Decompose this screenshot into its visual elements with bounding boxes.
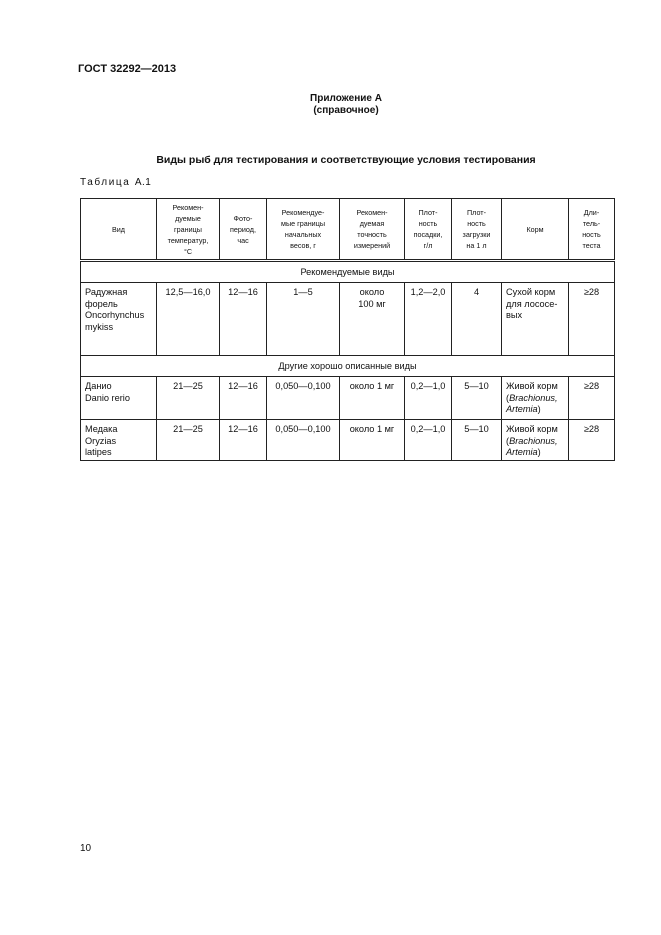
food-species-2: Artemia <box>506 404 538 414</box>
species-table <box>80 198 615 461</box>
appendix-title: Приложение А <box>310 93 382 104</box>
page-number: 10 <box>80 843 92 854</box>
cell-duration: ≥28 <box>569 283 615 356</box>
cell-initial-weight: 1—5 <box>267 283 340 356</box>
cell-photoperiod: 12—16 <box>220 283 267 356</box>
food-close-paren: ) <box>537 404 541 414</box>
column-header-stocking-density: Плот- ность посадки, г/л <box>405 199 452 261</box>
food-species-1: Brachionus, <box>509 435 558 446</box>
cell-stocking-density: 0,2—1,0 <box>405 377 452 420</box>
column-header-photoperiod: Фото- период, час <box>220 199 267 261</box>
cell-food: Сухой корм для лососе- вых <box>502 283 569 356</box>
section-title-other: Другие хорошо описанные виды <box>81 356 615 377</box>
cell-temperature: 21—25 <box>157 377 220 420</box>
cell-species: Радужная форель Oncorhynchus mykiss <box>81 283 157 356</box>
cell-food <box>502 377 569 420</box>
section-row <box>81 356 615 377</box>
cell-accuracy: около 100 мг <box>340 283 405 356</box>
cell-loading-density: 5—10 <box>452 420 502 461</box>
column-header-initial-weight: Рекомендуе- мые границы начальных весов, г <box>267 199 340 261</box>
cell-loading-density: 4 <box>452 283 502 356</box>
cell-loading-density: 5—10 <box>452 377 502 420</box>
cell-accuracy: около 1 мг <box>340 420 405 461</box>
page-title: Виды рыб для тестирования и соответствующие условия тестирования <box>156 154 536 166</box>
section-title-recommended: Рекомендуемые виды <box>81 261 615 283</box>
cell-species: Данио Danio rerio <box>81 377 157 420</box>
cell-stocking-density: 1,2—2,0 <box>405 283 452 356</box>
cell-temperature: 12,5—16,0 <box>157 283 220 356</box>
cell-stocking-density: 0,2—1,0 <box>405 420 452 461</box>
table-header-row <box>81 199 615 261</box>
column-header-loading-density: Плот- ность загрузки на 1 л <box>452 199 502 261</box>
document-standard-header: ГОСТ 32292—2013 <box>78 63 177 75</box>
food-prefix: Живой корм <box>506 381 558 391</box>
table-label-word: Таблица <box>80 177 131 188</box>
table-row <box>81 283 615 356</box>
food-species-2: Artemia <box>506 447 538 457</box>
appendix-heading <box>0 93 661 117</box>
cell-duration: ≥28 <box>569 420 615 461</box>
cell-temperature: 21—25 <box>157 420 220 461</box>
column-header-species: Вид <box>81 199 157 261</box>
food-open-paren: ( <box>506 392 510 403</box>
cell-food <box>502 420 569 461</box>
appendix-subtitle: (справочное) <box>313 105 379 116</box>
cell-photoperiod: 12—16 <box>220 377 267 420</box>
cell-initial-weight: 0,050—0,100 <box>267 377 340 420</box>
food-prefix: Живой корм <box>506 424 558 434</box>
column-header-food: Корм <box>502 199 569 261</box>
cell-species: Медака Oryzias latipes <box>81 420 157 461</box>
column-header-accuracy: Рекомен- дуемая точность измерений <box>340 199 405 261</box>
cell-duration: ≥28 <box>569 377 615 420</box>
cell-initial-weight: 0,050—0,100 <box>267 420 340 461</box>
table-label <box>80 177 151 188</box>
cell-photoperiod: 12—16 <box>220 420 267 461</box>
column-header-temperature: Рекомен- дуемые границы температур, °С <box>157 199 220 261</box>
table-row <box>81 420 615 461</box>
table-row <box>81 377 615 420</box>
table-label-number: А.1 <box>134 177 152 188</box>
column-header-duration: Дли- тель- ность теста <box>569 199 615 261</box>
food-species-1: Brachionus, <box>509 392 558 403</box>
food-close-paren: ) <box>537 447 541 457</box>
food-open-paren: ( <box>506 435 510 446</box>
section-row <box>81 261 615 283</box>
cell-accuracy: около 1 мг <box>340 377 405 420</box>
